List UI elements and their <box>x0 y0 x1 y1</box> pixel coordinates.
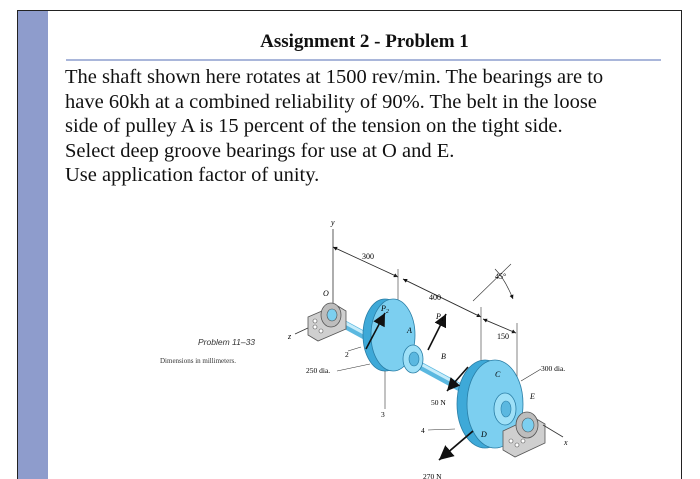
force-270n-label: 270 N <box>423 472 442 479</box>
leader-line <box>337 364 370 371</box>
point-c-label: C <box>495 370 501 379</box>
tick-line <box>428 429 455 430</box>
title-divider <box>66 59 661 61</box>
x-axis-label: x <box>564 438 568 447</box>
bearing-o <box>308 303 346 341</box>
force-p1-label: $P_1$ <box>436 312 444 323</box>
tick-line <box>348 347 361 351</box>
point-o-label: O <box>323 289 329 298</box>
problem-line: side of pulley A is 15 percent of the tension on the tight side. <box>65 115 563 137</box>
z-axis-label: z <box>288 332 292 341</box>
tick-3-label: 3 <box>381 410 385 419</box>
point-d-label: D <box>481 430 487 439</box>
force-50n-label: 50 N <box>431 398 446 407</box>
dim-150-line-back <box>483 319 516 333</box>
dim-150-label: 150 <box>497 332 509 341</box>
dim-400-label: 400 <box>429 293 441 302</box>
shaft-diagram-svg <box>123 209 583 479</box>
force-p2-label: $P_2$ <box>381 304 389 315</box>
dim-400-line-back <box>403 279 481 317</box>
problem-line: have 60kh at a combined reliability of 90%. The belt in the loose <box>65 90 597 113</box>
problem-line: Select deep groove bearings for use at O and E. <box>65 139 455 162</box>
dim-300-label: 300 <box>362 252 374 261</box>
figure-caption-title: Problem 11–33 <box>198 337 256 347</box>
slide-frame <box>17 10 682 479</box>
pulley-c-diameter: 300 dia. <box>541 364 566 373</box>
shaft-diagram <box>123 209 583 479</box>
y-axis-label: y <box>331 218 335 227</box>
problem-statement <box>65 65 665 188</box>
angle-label: 45° <box>495 272 507 281</box>
x-axis-line <box>543 425 563 437</box>
tick-4-label: 4 <box>421 426 425 435</box>
force-270n-arrow <box>439 431 473 460</box>
problem-line: The shaft shown here rotates at 1500 rev/min. The bearings are to <box>65 66 604 88</box>
point-b-label: B <box>441 352 446 361</box>
pulley-a-diameter: 250 dia. <box>306 366 331 375</box>
tick-2-label: 2 <box>345 350 349 359</box>
leader-line <box>521 369 541 381</box>
point-e-label: E <box>530 392 535 401</box>
slide-side-bar <box>18 11 48 479</box>
figure-caption-subtitle: Dimensions in millimeters. <box>160 357 237 365</box>
slide-title: Assignment 2 - Problem 1 <box>260 31 469 52</box>
point-a-label: A <box>407 326 412 335</box>
problem-line: Use application factor of unity. <box>65 164 320 186</box>
